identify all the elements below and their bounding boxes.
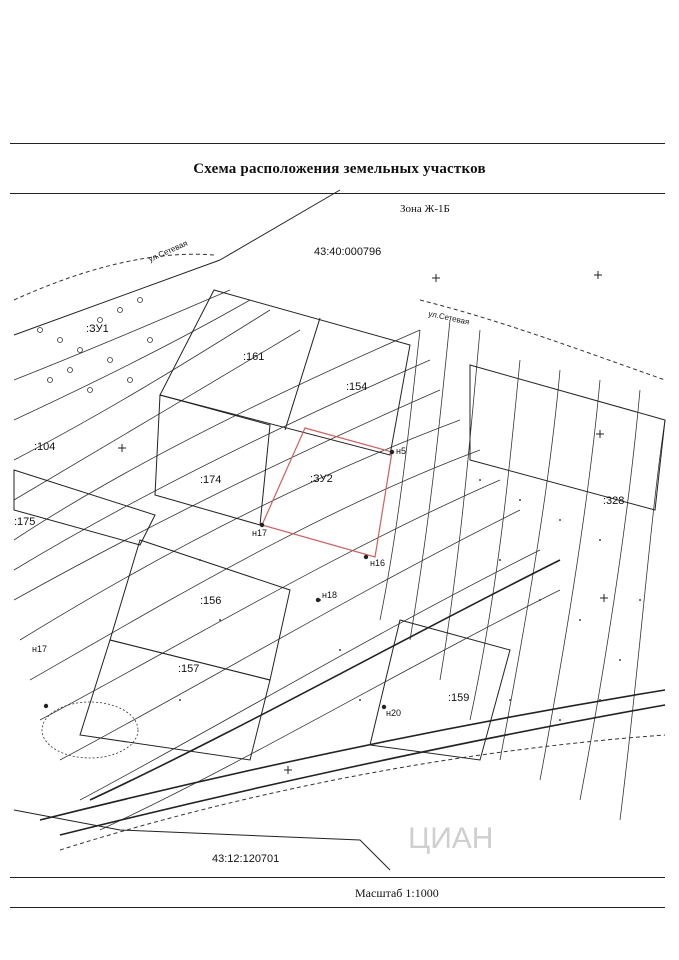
parcel-label-104: :104: [34, 441, 56, 453]
point-label-n18: н18: [322, 590, 337, 600]
point-label-n20: н20: [386, 708, 401, 718]
block-top-label: 43:40:000796: [314, 246, 382, 258]
map-title: Схема расположения земельных участков: [193, 161, 486, 177]
zone-label: Зона Ж-1Б: [400, 203, 450, 215]
street-label-right: ул.Сетевая: [427, 309, 471, 327]
grid-crosses: [118, 271, 608, 774]
frame-line-scale-top: [10, 877, 665, 878]
street-label-left: ул.Сетевая: [147, 238, 189, 264]
street-borders: [14, 254, 665, 850]
parcel-label-328: :328: [603, 495, 625, 507]
contour-lines: [14, 290, 665, 830]
point-label-n17-left: н17: [32, 644, 47, 654]
parcel-label-175: :175: [14, 516, 36, 528]
frame-line-bottom: [10, 907, 665, 908]
parcel-label-156: :156: [200, 595, 222, 607]
parcel-label-161: :161: [243, 351, 265, 363]
parcel-label-157: :157: [178, 663, 200, 675]
parcel-label-zu2: :ЗУ2: [310, 473, 333, 485]
point-label-n16: н16: [370, 558, 385, 568]
block-bottom-label: 43:12:120701: [212, 853, 280, 865]
parcel-highlight: [262, 428, 392, 557]
parcel-label-174: :174: [200, 474, 222, 486]
parcel-label-159: :159: [448, 692, 470, 704]
circle-texture: [38, 298, 153, 393]
dotted-ellipse: [42, 702, 138, 758]
point-label-n5: н5: [396, 446, 406, 456]
scale-label: Масштаб 1:1000: [355, 886, 439, 900]
boundary-points: [44, 450, 394, 709]
parcel-label-154: :154: [346, 381, 368, 393]
point-label-n17: н17: [252, 528, 267, 538]
parcel-boundaries: [14, 190, 665, 870]
watermark-text: ЦИАН: [408, 822, 494, 855]
parcel-label-zu1: :ЗУ1: [86, 323, 109, 335]
